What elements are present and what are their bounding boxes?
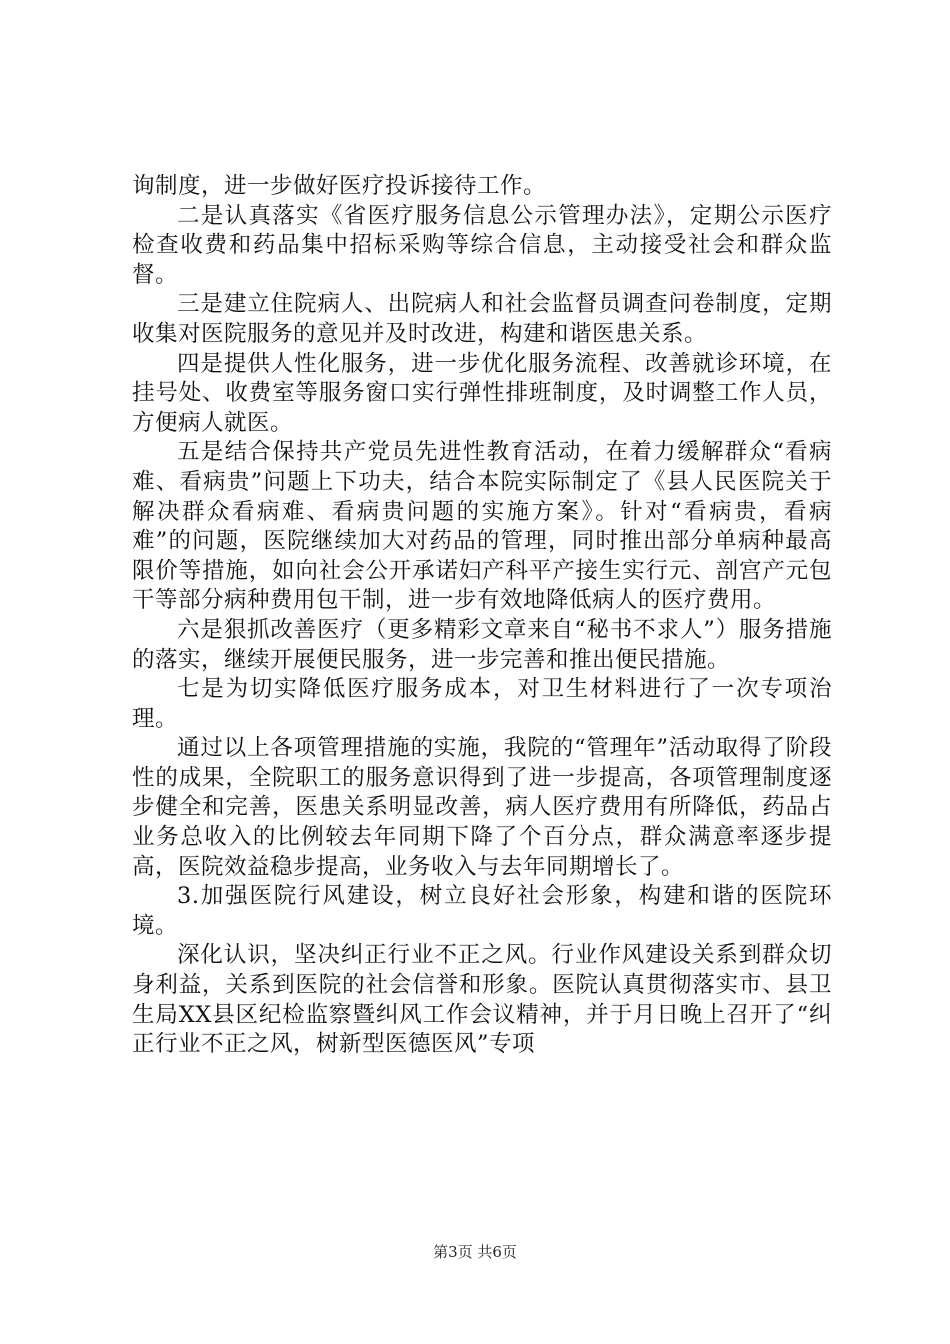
document-body	[132, 172, 832, 1060]
paragraph-4: 四是提供人性化服务，进一步优化服务流程、改善就诊环境，在挂号处、收费室等服务窗口实行弹性排班制度，及时调整工作人员，方便病人就医。	[132, 350, 832, 436]
section-heading: 3.加强医院行风建设，树立良好社会形象，构建和谐的医院环境。	[132, 883, 832, 939]
paragraph-1: 询制度，进一步做好医疗投诉接待工作。	[132, 173, 547, 199]
page-number: 第3页 共6页	[433, 1243, 517, 1261]
paragraph-8: 通过以上各项管理措施的实施，我院的“管理年”活动取得了阶段性的成果，全院职工的服务意识得到了进一步提高，各项管理制度逐步健全和完善，医患关系明显改善，病人医疗费用有所降低，药品占业务总收入的比例较去年同期下降了个百分点，群众满意率逐步提高，医院效益稳步提高，业务收入与去年同期增长了。	[132, 735, 832, 880]
paragraph-7: 七是为切实降低医疗服务成本，对卫生材料进行了一次专项治理。	[132, 676, 832, 732]
paragraph-2: 二是认真落实《省医疗服务信息公示管理办法》，定期公示医疗检查收费和药品集中招标采购等综合信息，主动接受社会和群众监督。	[132, 202, 832, 288]
paragraph-3: 三是建立住院病人、出院病人和社会监督员调查问卷制度，定期收集对医院服务的意见并及时改进，构建和谐医患关系。	[132, 291, 832, 347]
paragraph-5: 五是结合保持共产党员先进性教育活动，在着力缓解群众“看病难、看病贵”问题上下功夫，结合本院实际制定了《县人民医院关于解决群众看病难、看病贵问题的实施方案》。针对“看病贵，看病难”的问题，医院继续加大对药品的管理，同时推出部分单病种最高限价等措施，如向社会公开承诺妇产科平产接生实行元、剖宫产元包干等部分病种费用包干制，进一步有效地降低病人的医疗费用。	[132, 439, 832, 614]
paragraph-6: 六是狠抓改善医疗（更多精彩文章来自“秘书不求人”）服务措施的落实，继续开展便民服务，进一步完善和推出便民措施。	[132, 616, 832, 673]
paragraph-9: 深化认识，坚决纠正行业不正之风。行业作风建设关系到群众切身利益，关系到医院的社会信誉和形象。医院认真贯彻落实市、县卫生局XX县区纪检监察暨纠风工作会议精神，并于月日晚上召开了“纠正行业不正之风，树新型医德医风”专项	[132, 942, 832, 1058]
